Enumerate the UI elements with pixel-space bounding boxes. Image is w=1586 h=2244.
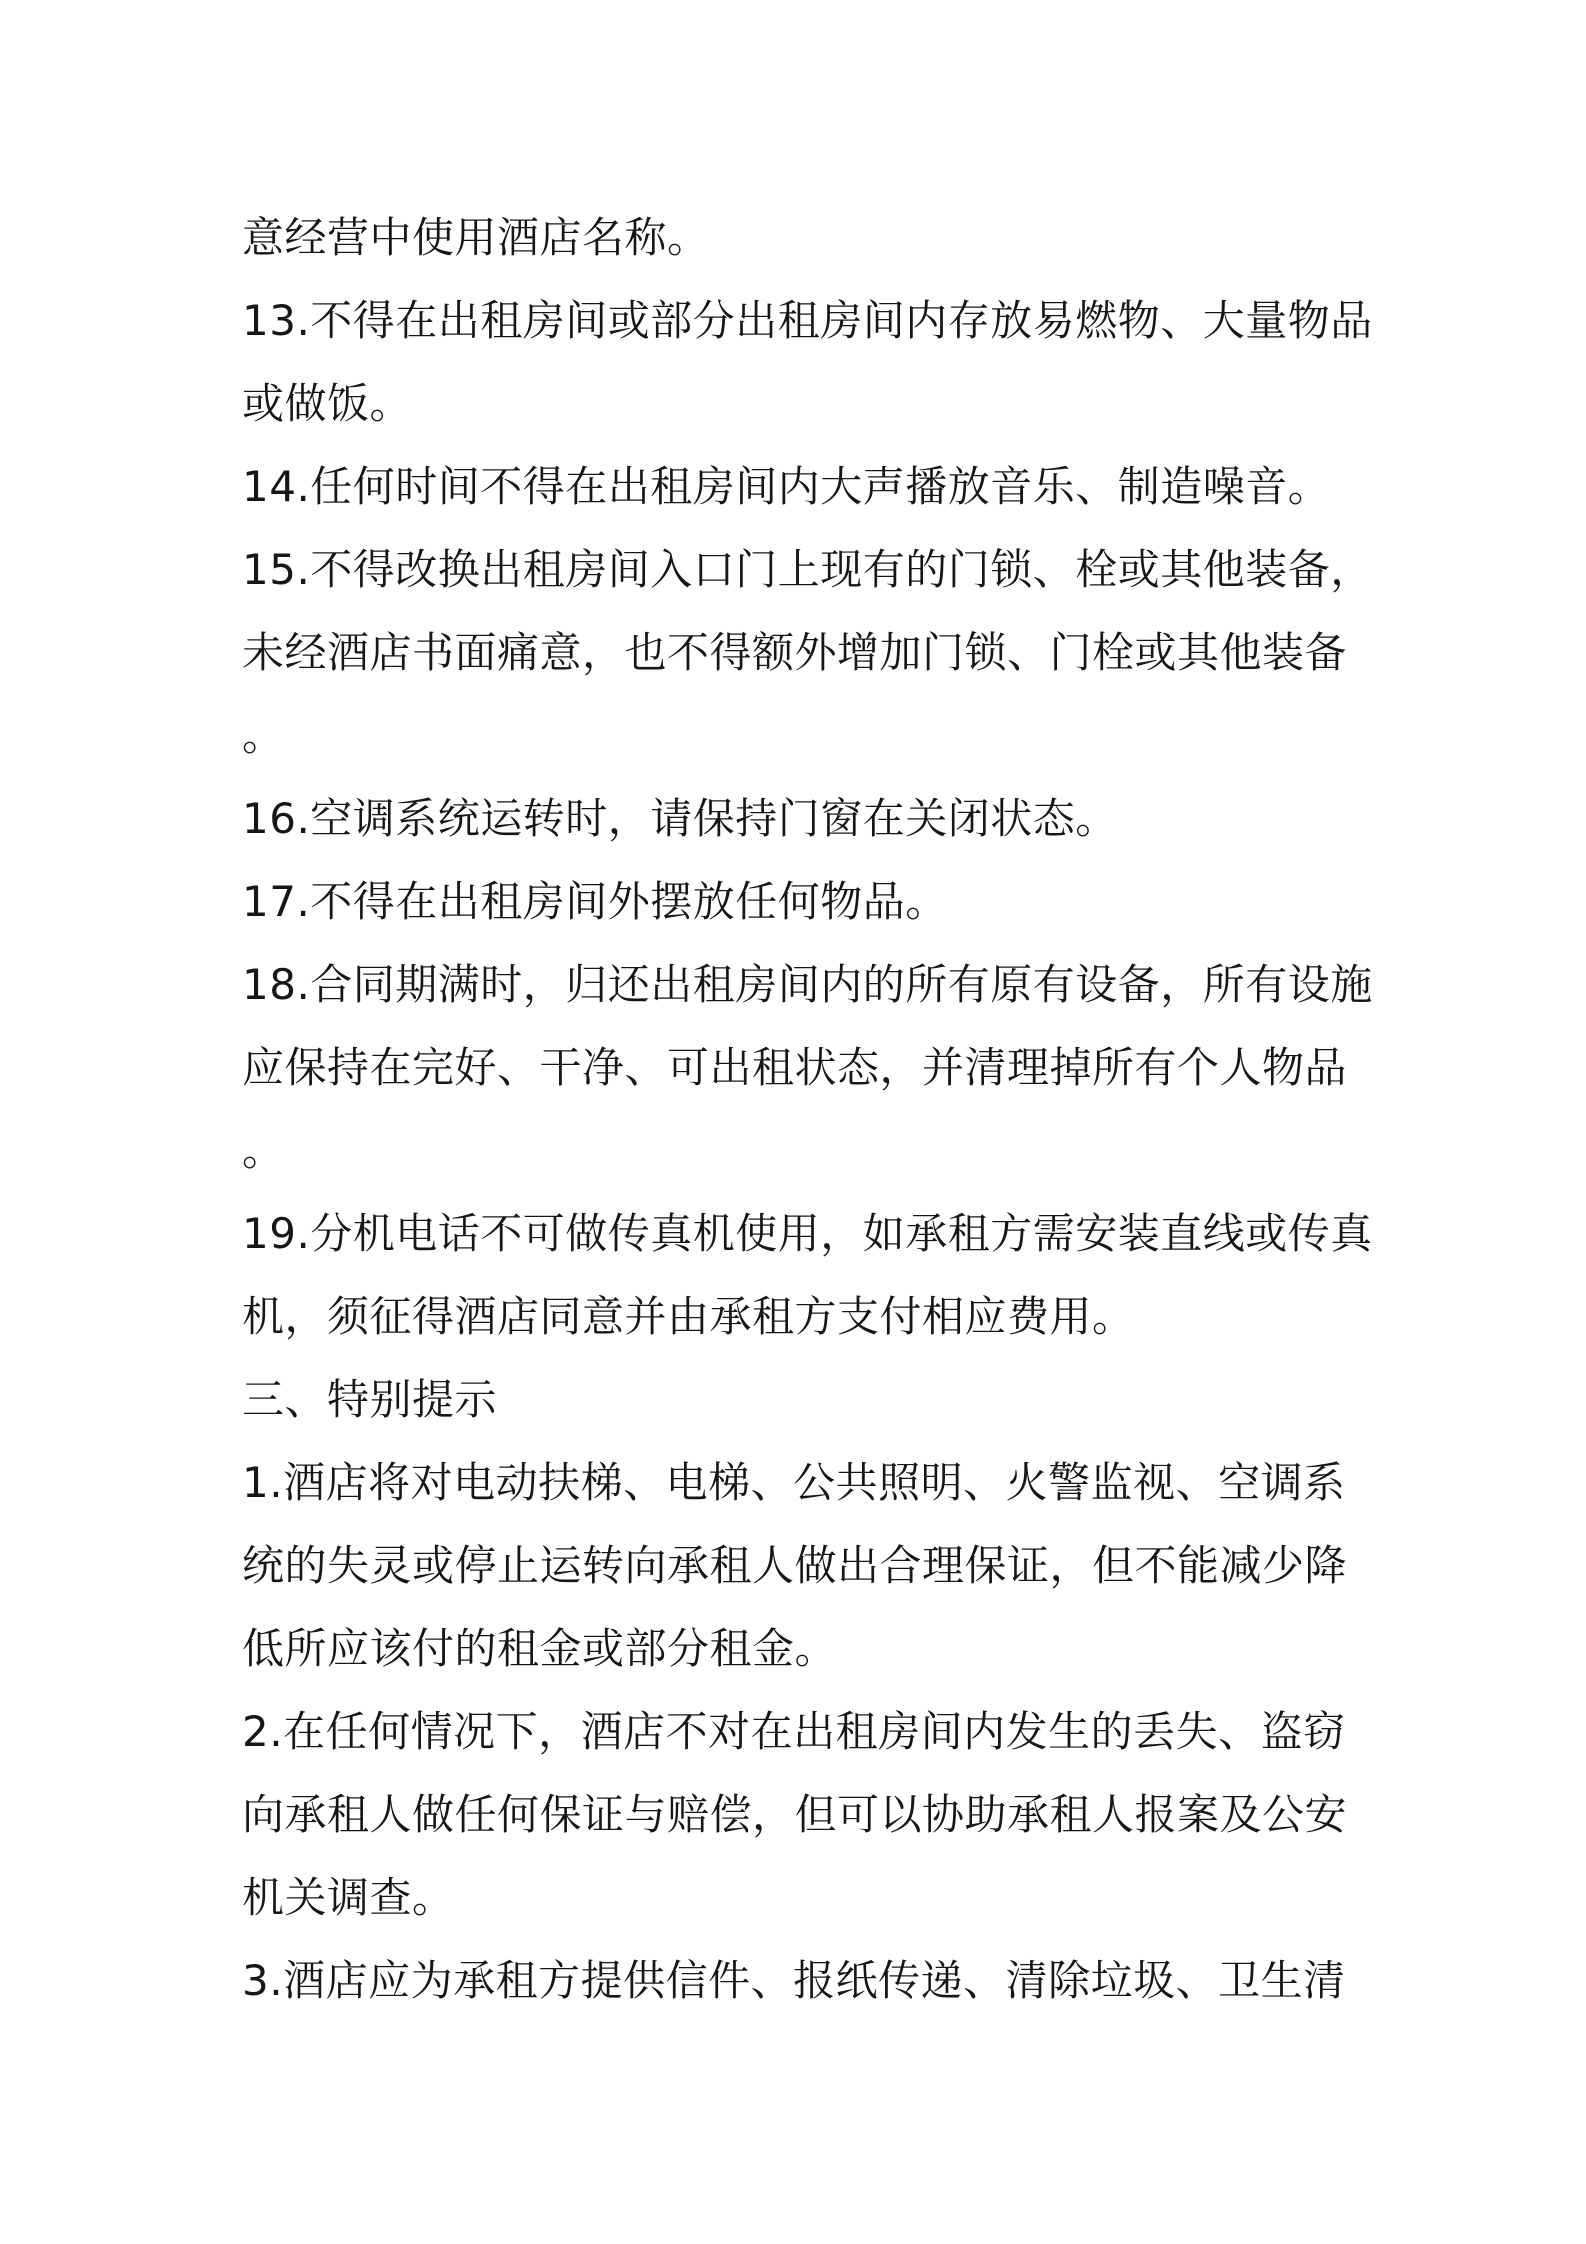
- text-line-12: 。: [242, 1126, 285, 1175]
- text-line-18: 低所应该付的租金或部分租金。: [242, 1624, 838, 1673]
- text-line-3: 或做饭。: [242, 379, 413, 428]
- text-line-22: 3.酒店应为承租方提供信件、报纸传递、清除垃圾、卫生清: [242, 1956, 1346, 2005]
- text-line-5: 15.不得改换出租房间入口门上现有的门锁、栓或其他装备，: [242, 545, 1373, 594]
- text-line-19: 2.在任何情况下，酒店不对在出租房间内发生的丢失、盗窃: [242, 1707, 1346, 1756]
- document-body: [242, 196, 1373, 2022]
- text-line-11: 应保持在完好、干净、可出租状态，并清理掉所有个人物品: [242, 1043, 1348, 1092]
- text-line-14: 机，须征得酒店同意并由承租方支付相应费用。: [242, 1292, 1135, 1341]
- text-line-17: 统的失灵或停止运转向承租人做出合理保证，但不能减少降: [242, 1541, 1348, 1590]
- text-line-8: 16.空调系统运转时，请保持门窗在关闭状态。: [242, 794, 1118, 843]
- text-line-13: 19.分机电话不可做传真机使用，如承租方需安装直线或传真: [242, 1209, 1373, 1258]
- text-line-10: 18.合同期满时，归还出租房间内的所有原有设备，所有设施: [242, 960, 1373, 1009]
- text-line-9: 17.不得在出租房间外摆放任何物品。: [242, 877, 948, 926]
- text-line-16: 1.酒店将对电动扶梯、电梯、公共照明、火警监视、空调系: [242, 1458, 1346, 1507]
- text-line-4: 14.任何时间不得在出租房间内大声播放音乐、制造噪音。: [242, 462, 1331, 511]
- text-line-21: 机关调查。: [242, 1873, 455, 1922]
- text-line-20: 向承租人做任何保证与赔偿，但可以协助承租人报案及公安: [242, 1790, 1348, 1839]
- text-line-1: 意经营中使用酒店名称。: [242, 213, 710, 262]
- section-heading: 三、特别提示: [242, 1375, 498, 1424]
- text-line-2: 13.不得在出租房间或部分出租房间内存放易燃物、大量物品: [242, 296, 1373, 345]
- text-line-6: 未经酒店书面痛意，也不得额外增加门锁、门栓或其他装备: [242, 628, 1348, 677]
- text-line-7: 。: [242, 711, 285, 760]
